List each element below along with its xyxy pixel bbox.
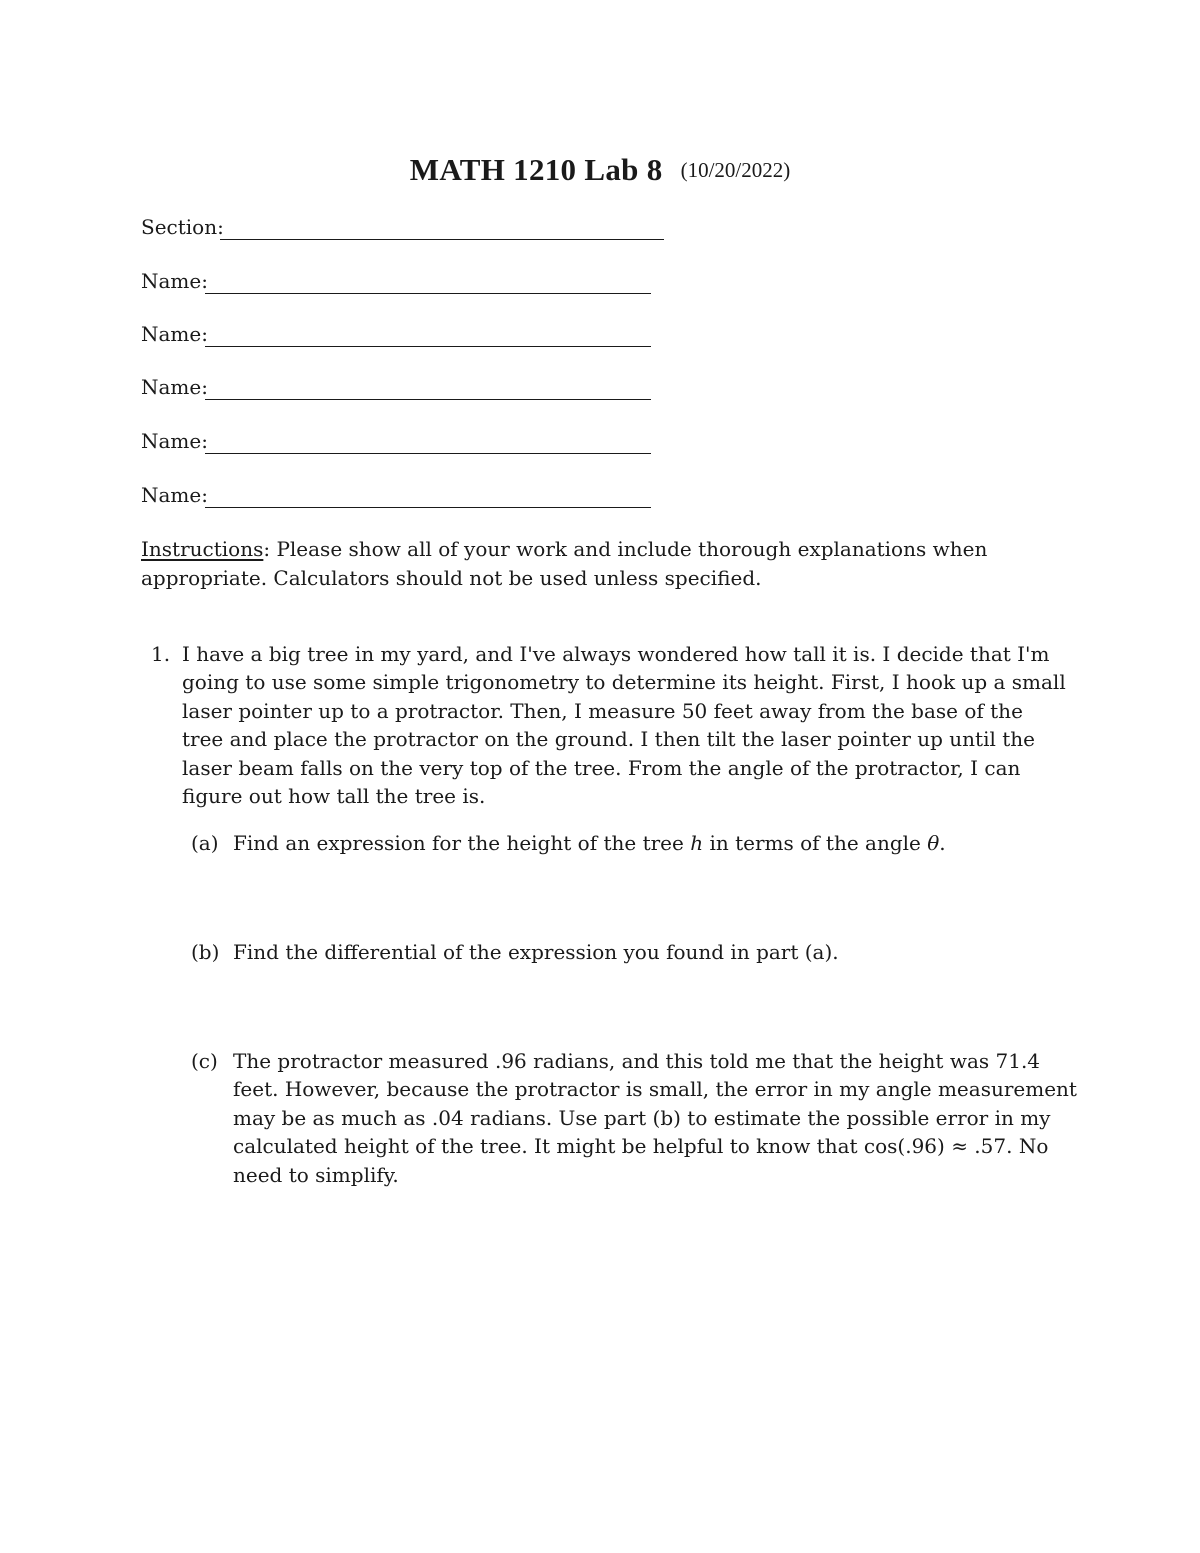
page-title <box>0 152 1200 188</box>
name-label: Name: <box>141 483 208 507</box>
instructions-text: : Please show all of your work and include thorough explanations when <box>263 537 988 561</box>
lab-title: MATH 1210 Lab 8 <box>409 152 663 187</box>
part-c-label: (c) <box>191 1049 218 1073</box>
name-label: Name: <box>141 375 208 399</box>
variable-theta: θ <box>927 831 940 855</box>
section-label: Section: <box>141 215 224 239</box>
name-field-5 <box>141 480 208 510</box>
name-label: Name: <box>141 322 208 346</box>
instructions-label: Instructions <box>141 537 264 561</box>
part-c-text-line-5: need to simplify. <box>233 1163 399 1187</box>
variable-h: h <box>690 831 704 855</box>
problem-text-line-1: I have a big tree in my yard, and I've always wondered how tall it is. I decide that I'm <box>182 642 1050 666</box>
problem-number: 1. <box>151 642 171 666</box>
part-c-text-line-1: The protractor measured .96 radians, and this told me that the height was 71.4 <box>233 1049 1041 1073</box>
name-blank-line[interactable] <box>205 399 651 400</box>
part-a-text-before: Find an expression for the height of the tree <box>233 831 691 855</box>
part-a-text-after: . <box>939 831 946 855</box>
name-blank-line[interactable] <box>205 346 651 347</box>
part-a-text <box>233 829 946 858</box>
name-label: Name: <box>141 429 208 453</box>
name-field-2 <box>141 319 208 349</box>
name-blank-line[interactable] <box>205 453 651 454</box>
name-blank-line[interactable] <box>205 507 651 508</box>
lab-date: (10/20/2022) <box>680 158 791 182</box>
name-label: Name: <box>141 269 208 293</box>
problem-text-line-4: tree and place the protractor on the ground. I then tilt the laser pointer up until the <box>182 727 1035 751</box>
name-field-3 <box>141 372 208 402</box>
part-b-label: (b) <box>191 940 220 964</box>
name-field-4 <box>141 426 208 456</box>
instructions-line-1 <box>141 535 987 564</box>
name-blank-line[interactable] <box>205 293 651 294</box>
name-field-1 <box>141 266 208 296</box>
part-b-text: Find the differential of the expression you found in part (a). <box>233 940 839 964</box>
section-blank-line[interactable] <box>220 239 664 240</box>
part-a-text-middle: in terms of the angle <box>703 831 928 855</box>
problem-text-line-6: figure out how tall the tree is. <box>182 784 486 808</box>
part-c-text-line-4: calculated height of the tree. It might be helpful to know that cos(.96) ≈ .57. No <box>233 1134 1049 1158</box>
part-c-text-line-3: may be as much as .04 radians. Use part (b) to estimate the possible error in my <box>233 1106 1051 1130</box>
problem-text-line-3: laser pointer up to a protractor. Then, I measure 50 feet away from the base of the <box>182 699 1023 723</box>
section-field <box>141 212 224 242</box>
part-a-label: (a) <box>191 831 219 855</box>
instructions-line-2: appropriate. Calculators should not be used unless specified. <box>141 566 762 590</box>
problem-text-line-2: going to use some simple trigonometry to determine its height. First, I hook up a small <box>182 670 1066 694</box>
part-c-text-line-2: feet. However, because the protractor is small, the error in my angle measurement <box>233 1077 1077 1101</box>
problem-text-line-5: laser beam falls on the very top of the tree. From the angle of the protractor, I can <box>182 756 1021 780</box>
